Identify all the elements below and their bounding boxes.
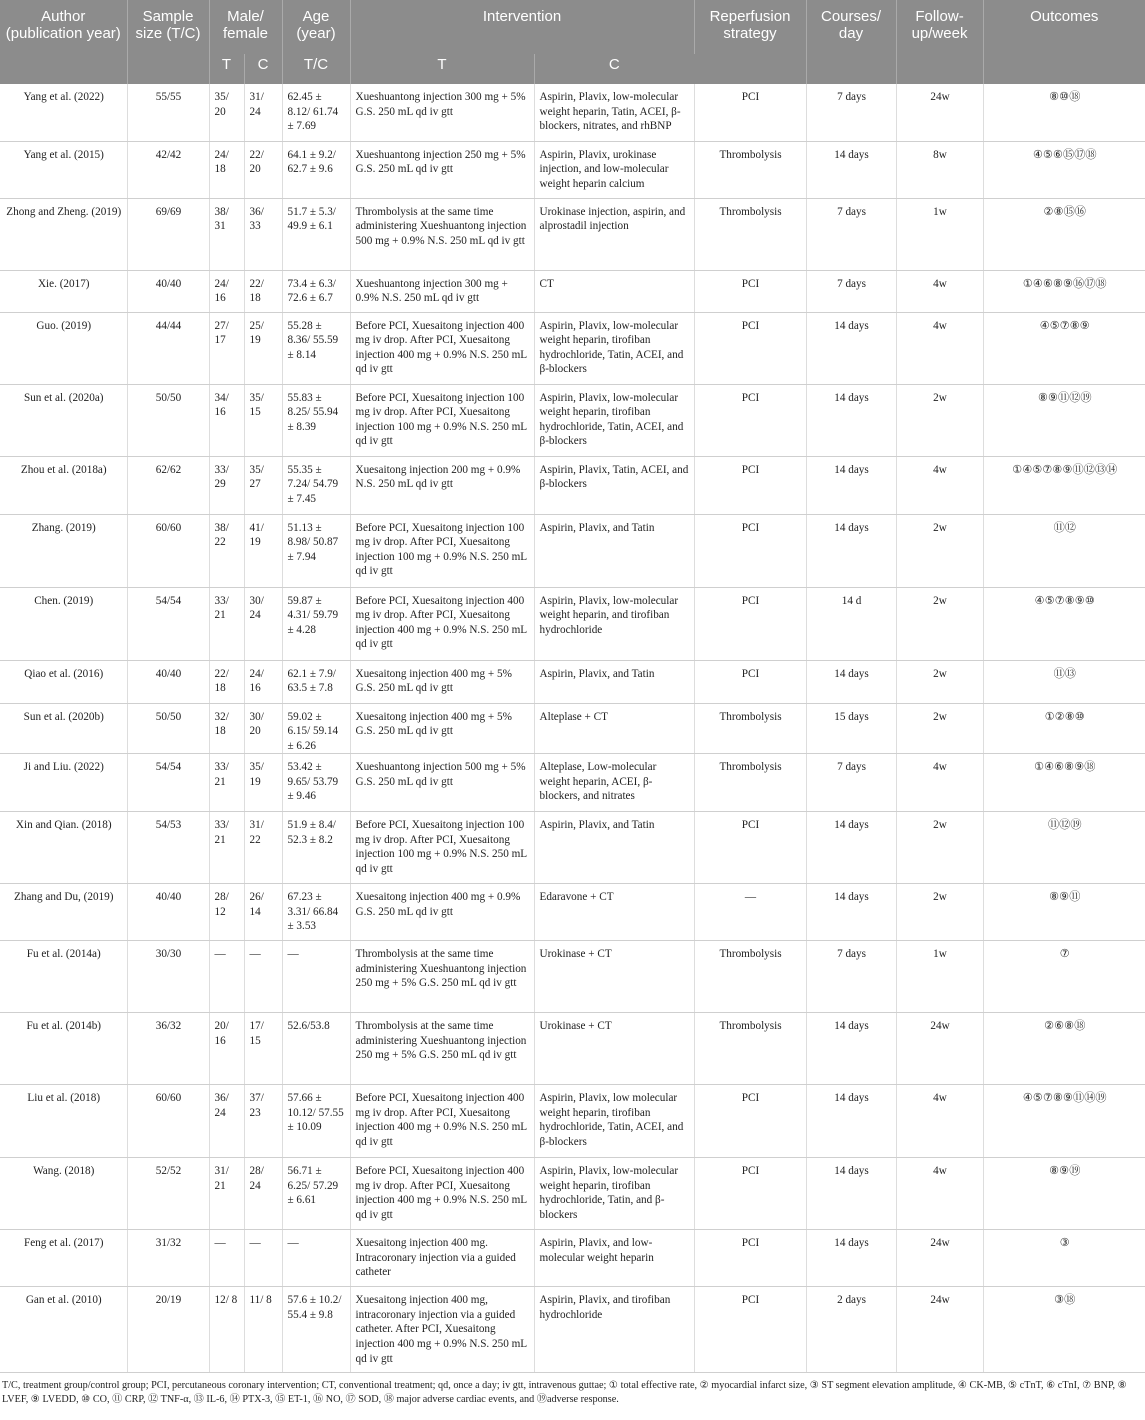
- age-cell: 59.02 ± 6.15/ 59.14 ± 6.26: [282, 703, 350, 754]
- followup-cell: 1w: [896, 941, 983, 1013]
- author-cell: Zhang. (2019): [0, 514, 127, 587]
- intervention-c-cell: Aspirin, Plavix, urokinase injection, and low-molecular weight heparin calcium: [534, 141, 694, 198]
- intervention-c-cell: Edaravone + CT: [534, 884, 694, 941]
- reperfusion-cell: PCI: [694, 456, 806, 514]
- reperfusion-cell: —: [694, 884, 806, 941]
- reperfusion-cell: Thrombolysis: [694, 1013, 806, 1085]
- reperfusion-cell: PCI: [694, 1085, 806, 1158]
- intervention-t-cell: Thrombolysis at the same time administering Xueshuantong injection 500 mg + 0.9% N.S. 250 mL qd iv gtt: [350, 198, 534, 270]
- sample-size-cell: 55/55: [127, 84, 209, 141]
- intervention-c-cell: Urokinase injection, aspirin, and alprostadil injection: [534, 198, 694, 270]
- followup-cell: 1w: [896, 198, 983, 270]
- intervention-c-cell: Urokinase + CT: [534, 1013, 694, 1085]
- age-cell: 52.6/53.8: [282, 1013, 350, 1085]
- followup-cell: 4w: [896, 312, 983, 384]
- male-female-t-cell: 20/ 16: [209, 1013, 244, 1085]
- male-female-c-cell: 30/ 24: [244, 587, 282, 660]
- sample-size-cell: 20/19: [127, 1287, 209, 1373]
- sample-size-cell: 62/62: [127, 456, 209, 514]
- table-row: [0, 514, 1145, 587]
- male-female-t-cell: 35/ 20: [209, 84, 244, 141]
- courses-cell: 14 days: [806, 514, 896, 587]
- table-row: [0, 312, 1145, 384]
- outcomes-cell: ①④⑥⑧⑨⑯⑰⑱: [983, 270, 1145, 312]
- reperfusion-cell: PCI: [694, 514, 806, 587]
- age-cell: 55.28 ± 8.36/ 55.59 ± 8.14: [282, 312, 350, 384]
- outcomes-cell: ③⑱: [983, 1287, 1145, 1373]
- author-cell: Liu et al. (2018): [0, 1085, 127, 1158]
- followup-cell: 24w: [896, 1013, 983, 1085]
- outcomes-cell: ⑪⑫: [983, 514, 1145, 587]
- reperfusion-cell: PCI: [694, 270, 806, 312]
- reperfusion-cell: Thrombolysis: [694, 141, 806, 198]
- table-row: [0, 884, 1145, 941]
- male-female-c-cell: 30/ 20: [244, 703, 282, 754]
- subheader-age-tc: T/C: [282, 54, 350, 84]
- followup-cell: 4w: [896, 270, 983, 312]
- outcomes-cell: ②⑥⑧⑱: [983, 1013, 1145, 1085]
- sample-size-cell: 69/69: [127, 198, 209, 270]
- sample-size-cell: 40/40: [127, 660, 209, 703]
- header-age: Age (year): [282, 0, 350, 54]
- table-footnote: T/C, treatment group/control group; PCI, percutaneous coronary intervention; CT, conventional treatment; qd, once a day; iv gtt, intravenous guttae; ① total effective rate, ② myocardial infarct size, ③ ST segment elevation amplitude, ④ CK-MB, ⑤ cTnT, ⑥ cTnI, ⑦ BNP, ⑧ LVEF, ⑨ LVEDD, ⑩ CO, ⑪ CRP, ⑫ TNF-α, ⑬ IL-6, ⑭ PTX-3, ⑮ ET-1, ⑯ NO, ⑰ SOD, ⑱ major adverse cardiac events, and ⑲adverse response.: [2, 1380, 1127, 1406]
- courses-cell: 14 d: [806, 587, 896, 660]
- intervention-c-cell: Aspirin, Plavix, low-molecular weight heparin, and tirofiban hydrochloride: [534, 587, 694, 660]
- male-female-t-cell: 33/ 29: [209, 456, 244, 514]
- outcomes-cell: ⑦: [983, 941, 1145, 1013]
- courses-cell: 14 days: [806, 312, 896, 384]
- courses-cell: 14 days: [806, 812, 896, 884]
- age-cell: —: [282, 1230, 350, 1287]
- sample-size-cell: 30/30: [127, 941, 209, 1013]
- male-female-t-cell: 32/ 18: [209, 703, 244, 754]
- sample-size-cell: 54/53: [127, 812, 209, 884]
- outcomes-cell: ④⑤⑦⑧⑨⑩: [983, 587, 1145, 660]
- reperfusion-cell: PCI: [694, 384, 806, 456]
- header-sample-size: Sample size (T/C): [127, 0, 209, 84]
- table-row: [0, 456, 1145, 514]
- age-cell: 56.71 ± 6.25/ 57.29 ± 6.61: [282, 1158, 350, 1230]
- sample-size-cell: 60/60: [127, 514, 209, 587]
- courses-cell: 7 days: [806, 84, 896, 141]
- age-cell: 53.42 ± 9.65/ 53.79 ± 9.46: [282, 754, 350, 812]
- courses-cell: 7 days: [806, 198, 896, 270]
- table-row: [0, 703, 1145, 754]
- courses-cell: 7 days: [806, 941, 896, 1013]
- intervention-c-cell: Aspirin, Plavix, low-molecular weight heparin, tirofiban hydrochloride, Tatin, ACEI, and β-blockers: [534, 312, 694, 384]
- reperfusion-cell: PCI: [694, 1230, 806, 1287]
- male-female-c-cell: 36/ 33: [244, 198, 282, 270]
- intervention-c-cell: Aspirin, Plavix, and tirofiban hydrochloride: [534, 1287, 694, 1373]
- male-female-c-cell: 35/ 27: [244, 456, 282, 514]
- intervention-c-cell: Aspirin, Plavix, low-molecular weight heparin, Tatin, ACEI, β-blockers, nitrates, and rhBNP: [534, 84, 694, 141]
- header-reperfusion: Reperfusion strategy: [694, 0, 806, 84]
- age-cell: 51.7 ± 5.3/ 49.9 ± 6.1: [282, 198, 350, 270]
- intervention-c-cell: CT: [534, 270, 694, 312]
- header-followup: Follow-up/week: [896, 0, 983, 84]
- intervention-t-cell: Before PCI, Xuesaitong injection 400 mg iv drop. After PCI, Xuesaitong injection 400 mg + 0.9% N.S. 250 mL qd iv gtt: [350, 587, 534, 660]
- male-female-c-cell: —: [244, 941, 282, 1013]
- sample-size-cell: 40/40: [127, 270, 209, 312]
- author-cell: Zhang and Du, (2019): [0, 884, 127, 941]
- author-cell: Gan et al. (2010): [0, 1287, 127, 1373]
- header-outcomes: Outcomes: [983, 0, 1145, 84]
- outcomes-cell: ⑧⑨⑲: [983, 1158, 1145, 1230]
- reperfusion-cell: Thrombolysis: [694, 703, 806, 754]
- subheader-intervention-c: C: [534, 54, 694, 84]
- intervention-c-cell: Alteplase, Low-molecular weight heparin, ACEI, β-blockers, and nitrates: [534, 754, 694, 812]
- sample-size-cell: 36/32: [127, 1013, 209, 1085]
- outcomes-cell: ⑧⑩⑱: [983, 84, 1145, 141]
- followup-cell: 2w: [896, 812, 983, 884]
- male-female-t-cell: 22/ 18: [209, 660, 244, 703]
- courses-cell: 14 days: [806, 1085, 896, 1158]
- header-author: Author (publication year): [0, 0, 127, 84]
- followup-cell: 2w: [896, 384, 983, 456]
- outcomes-cell: ③: [983, 1230, 1145, 1287]
- table-row: [0, 1013, 1145, 1085]
- courses-cell: 15 days: [806, 703, 896, 754]
- intervention-t-cell: Xueshuantong injection 300 mg + 5% G.S. 250 mL qd iv gtt: [350, 84, 534, 141]
- author-cell: Fu et al. (2014b): [0, 1013, 127, 1085]
- table-row: [0, 270, 1145, 312]
- reperfusion-cell: PCI: [694, 1287, 806, 1373]
- author-cell: Yang et al. (2022): [0, 84, 127, 141]
- table-row: [0, 1158, 1145, 1230]
- author-cell: Chen. (2019): [0, 587, 127, 660]
- author-cell: Feng et al. (2017): [0, 1230, 127, 1287]
- outcomes-cell: ④⑤⑦⑧⑨⑪⑭⑲: [983, 1085, 1145, 1158]
- intervention-t-cell: Xueshuantong injection 250 mg + 5% G.S. 250 mL qd iv gtt: [350, 141, 534, 198]
- outcomes-cell: ⑧⑨⑪⑫⑲: [983, 384, 1145, 456]
- sample-size-cell: 40/40: [127, 884, 209, 941]
- sample-size-cell: 54/54: [127, 587, 209, 660]
- age-cell: 57.6 ± 10.2/ 55.4 ± 9.8: [282, 1287, 350, 1373]
- outcomes-cell: ④⑤⑦⑧⑨: [983, 312, 1145, 384]
- followup-cell: 2w: [896, 660, 983, 703]
- male-female-t-cell: 38/ 31: [209, 198, 244, 270]
- author-cell: Yang et al. (2015): [0, 141, 127, 198]
- author-cell: Zhong and Zheng. (2019): [0, 198, 127, 270]
- male-female-t-cell: 36/ 24: [209, 1085, 244, 1158]
- age-cell: 62.1 ± 7.9/ 63.5 ± 7.8: [282, 660, 350, 703]
- age-cell: 67.23 ± 3.31/ 66.84 ± 3.53: [282, 884, 350, 941]
- intervention-t-cell: Xueshuantong injection 300 mg + 0.9% N.S. 250 mL qd iv gtt: [350, 270, 534, 312]
- intervention-t-cell: Xuesaitong injection 400 mg + 5% G.S. 250 mL qd iv gtt: [350, 660, 534, 703]
- followup-cell: 2w: [896, 514, 983, 587]
- courses-cell: 14 days: [806, 660, 896, 703]
- followup-cell: 4w: [896, 754, 983, 812]
- intervention-t-cell: Before PCI, Xuesaitong injection 100 mg iv drop. After PCI, Xuesaitong injection 100 mg + 0.9% N.S. 250 mL qd iv gtt: [350, 384, 534, 456]
- courses-cell: 14 days: [806, 884, 896, 941]
- intervention-t-cell: Before PCI, Xuesaitong injection 100 mg iv drop. After PCI, Xuesaitong injection 100 mg + 0.9% N.S. 250 mL qd iv gtt: [350, 812, 534, 884]
- age-cell: 64.1 ± 9.2/ 62.7 ± 9.6: [282, 141, 350, 198]
- author-cell: Xin and Qian. (2018): [0, 812, 127, 884]
- intervention-c-cell: Aspirin, Plavix, and low-molecular weight heparin: [534, 1230, 694, 1287]
- sample-size-cell: 50/50: [127, 703, 209, 754]
- intervention-c-cell: Alteplase + CT: [534, 703, 694, 754]
- outcomes-cell: ⑪⑬: [983, 660, 1145, 703]
- age-cell: 73.4 ± 6.3/ 72.6 ± 6.7: [282, 270, 350, 312]
- followup-cell: 24w: [896, 84, 983, 141]
- male-female-c-cell: 11/ 8: [244, 1287, 282, 1373]
- intervention-t-cell: Xueshuantong injection 500 mg + 5% G.S. 250 mL qd iv gtt: [350, 754, 534, 812]
- sample-size-cell: 31/32: [127, 1230, 209, 1287]
- table-row: [0, 660, 1145, 703]
- male-female-t-cell: 28/ 12: [209, 884, 244, 941]
- male-female-c-cell: 35/ 19: [244, 754, 282, 812]
- intervention-c-cell: Aspirin, Plavix, low molecular weight heparin, tirofiban hydrochloride, Tatin, ACEI, and β-blockers: [534, 1085, 694, 1158]
- table-row: [0, 587, 1145, 660]
- sample-size-cell: 52/52: [127, 1158, 209, 1230]
- courses-cell: 14 days: [806, 1230, 896, 1287]
- reperfusion-cell: PCI: [694, 1158, 806, 1230]
- outcomes-cell: ①②⑧⑩: [983, 703, 1145, 754]
- intervention-t-cell: Xuesaitong injection 400 mg + 0.9% G.S. 250 mL qd iv gtt: [350, 884, 534, 941]
- author-cell: Sun et al. (2020b): [0, 703, 127, 754]
- subheader-male-c: C: [244, 54, 282, 84]
- intervention-c-cell: Aspirin, Plavix, and Tatin: [534, 514, 694, 587]
- male-female-t-cell: 24/ 16: [209, 270, 244, 312]
- sample-size-cell: 50/50: [127, 384, 209, 456]
- male-female-c-cell: 31/ 22: [244, 812, 282, 884]
- male-female-c-cell: 31/ 24: [244, 84, 282, 141]
- table-row: [0, 141, 1145, 198]
- sample-size-cell: 54/54: [127, 754, 209, 812]
- followup-cell: 2w: [896, 587, 983, 660]
- followup-cell: 4w: [896, 1085, 983, 1158]
- reperfusion-cell: PCI: [694, 660, 806, 703]
- male-female-c-cell: 25/ 19: [244, 312, 282, 384]
- age-cell: 62.45 ± 8.12/ 61.74 ± 7.69: [282, 84, 350, 141]
- table-row: [0, 1287, 1145, 1373]
- male-female-t-cell: 24/ 18: [209, 141, 244, 198]
- author-cell: Wang. (2018): [0, 1158, 127, 1230]
- reperfusion-cell: Thrombolysis: [694, 754, 806, 812]
- courses-cell: 2 days: [806, 1287, 896, 1373]
- reperfusion-cell: PCI: [694, 84, 806, 141]
- age-cell: 51.9 ± 8.4/ 52.3 ± 8.2: [282, 812, 350, 884]
- intervention-c-cell: Aspirin, Plavix, low-molecular weight heparin, tirofiban hydrochloride, Tatin, and β-blockers: [534, 1158, 694, 1230]
- male-female-c-cell: 41/ 19: [244, 514, 282, 587]
- male-female-t-cell: 12/ 8: [209, 1287, 244, 1373]
- sample-size-cell: 42/42: [127, 141, 209, 198]
- author-cell: Xie. (2017): [0, 270, 127, 312]
- male-female-c-cell: 26/ 14: [244, 884, 282, 941]
- reperfusion-cell: PCI: [694, 312, 806, 384]
- author-cell: Guo. (2019): [0, 312, 127, 384]
- male-female-t-cell: 31/ 21: [209, 1158, 244, 1230]
- table-row: [0, 1230, 1145, 1287]
- reperfusion-cell: PCI: [694, 587, 806, 660]
- male-female-t-cell: 33/ 21: [209, 754, 244, 812]
- courses-cell: 7 days: [806, 270, 896, 312]
- age-cell: 55.35 ± 7.24/ 54.79 ± 7.45: [282, 456, 350, 514]
- followup-cell: 8w: [896, 141, 983, 198]
- table-body: [0, 84, 1145, 1373]
- intervention-t-cell: Before PCI, Xuesaitong injection 400 mg iv drop. After PCI, Xuesaitong injection 400 mg + 0.9% N.S. 250 mL qd iv gtt: [350, 1158, 534, 1230]
- intervention-t-cell: Before PCI, Xuesaitong injection 100 mg iv drop. After PCI, Xuesaitong injection 100 mg + 0.9% N.S. 250 mL qd iv gtt: [350, 514, 534, 587]
- intervention-c-cell: Aspirin, Plavix, Tatin, ACEI, and β-blockers: [534, 456, 694, 514]
- followup-cell: 4w: [896, 456, 983, 514]
- intervention-c-cell: Aspirin, Plavix, low-molecular weight heparin, tirofiban hydrochloride, Tatin, ACEI, and β-blockers: [534, 384, 694, 456]
- age-cell: 59.87 ± 4.31/ 59.79 ± 4.28: [282, 587, 350, 660]
- sample-size-cell: 44/44: [127, 312, 209, 384]
- table-row: [0, 812, 1145, 884]
- courses-cell: 14 days: [806, 141, 896, 198]
- intervention-c-cell: Aspirin, Plavix, and Tatin: [534, 812, 694, 884]
- subheader-male-t: T: [209, 54, 244, 84]
- courses-cell: 14 days: [806, 384, 896, 456]
- followup-cell: 24w: [896, 1287, 983, 1373]
- followup-cell: 2w: [896, 703, 983, 754]
- table-row: [0, 941, 1145, 1013]
- sample-size-cell: 60/60: [127, 1085, 209, 1158]
- intervention-t-cell: Before PCI, Xuesaitong injection 400 mg iv drop. After PCI, Xuesaitong injection 400 mg + 0.9% N.S. 250 mL qd iv gtt: [350, 1085, 534, 1158]
- age-cell: —: [282, 941, 350, 1013]
- male-female-t-cell: 34/ 16: [209, 384, 244, 456]
- outcomes-cell: ⑪⑫⑲: [983, 812, 1145, 884]
- intervention-t-cell: Thrombolysis at the same time administering Xueshuantong injection 250 mg + 5% G.S. 250 mL qd iv gtt: [350, 941, 534, 1013]
- table-row: [0, 384, 1145, 456]
- male-female-t-cell: 27/ 17: [209, 312, 244, 384]
- outcomes-cell: ①④⑥⑧⑨⑱: [983, 754, 1145, 812]
- courses-cell: 14 days: [806, 456, 896, 514]
- intervention-c-cell: Aspirin, Plavix, and Tatin: [534, 660, 694, 703]
- outcomes-cell: ⑧⑨⑪: [983, 884, 1145, 941]
- author-cell: Zhou et al. (2018a): [0, 456, 127, 514]
- outcomes-cell: ②⑧⑮⑯: [983, 198, 1145, 270]
- table-row: [0, 84, 1145, 141]
- male-female-c-cell: —: [244, 1230, 282, 1287]
- male-female-t-cell: 33/ 21: [209, 587, 244, 660]
- outcomes-cell: ①④⑤⑦⑧⑨⑪⑫⑬⑭: [983, 456, 1145, 514]
- intervention-t-cell: Before PCI, Xuesaitong injection 400 mg iv drop. After PCI, Xuesaitong injection 400 mg + 0.9% N.S. 250 mL qd iv gtt: [350, 312, 534, 384]
- courses-cell: 14 days: [806, 1158, 896, 1230]
- reperfusion-cell: Thrombolysis: [694, 941, 806, 1013]
- subheader-intervention-t: T: [350, 54, 534, 84]
- male-female-c-cell: 37/ 23: [244, 1085, 282, 1158]
- followup-cell: 24w: [896, 1230, 983, 1287]
- male-female-c-cell: 17/ 15: [244, 1013, 282, 1085]
- courses-cell: 14 days: [806, 1013, 896, 1085]
- author-cell: Ji and Liu. (2022): [0, 754, 127, 812]
- male-female-t-cell: 38/ 22: [209, 514, 244, 587]
- male-female-c-cell: 28/ 24: [244, 1158, 282, 1230]
- intervention-t-cell: Xuesaitong injection 400 mg + 5% G.S. 250 mL qd iv gtt: [350, 703, 534, 754]
- followup-cell: 2w: [896, 884, 983, 941]
- header-courses: Courses/ day: [806, 0, 896, 84]
- outcomes-cell: ④⑤⑥⑮⑰⑱: [983, 141, 1145, 198]
- male-female-c-cell: 22/ 18: [244, 270, 282, 312]
- courses-cell: 7 days: [806, 754, 896, 812]
- male-female-c-cell: 24/ 16: [244, 660, 282, 703]
- age-cell: 51.13 ± 8.98/ 50.87 ± 7.94: [282, 514, 350, 587]
- male-female-t-cell: 33/ 21: [209, 812, 244, 884]
- intervention-t-cell: Xuesaitong injection 200 mg + 0.9% N.S. 250 mL qd iv gtt: [350, 456, 534, 514]
- table-row: [0, 1085, 1145, 1158]
- table-row: [0, 754, 1145, 812]
- intervention-t-cell: Xuesaitong injection 400 mg, intracoronary injection via a guided catheter. After PCI, Xuesaitong injection 400 mg + 0.9% N.S. 250 mL qd iv gtt: [350, 1287, 534, 1373]
- male-female-t-cell: —: [209, 941, 244, 1013]
- reperfusion-cell: PCI: [694, 812, 806, 884]
- reperfusion-cell: Thrombolysis: [694, 198, 806, 270]
- intervention-t-cell: Thrombolysis at the same time administering Xueshuantong injection 250 mg + 5% G.S. 250 mL qd iv gtt: [350, 1013, 534, 1085]
- header-intervention: Intervention: [350, 0, 694, 54]
- age-cell: 55.83 ± 8.25/ 55.94 ± 8.39: [282, 384, 350, 456]
- table-row: [0, 198, 1145, 270]
- male-female-c-cell: 35/ 15: [244, 384, 282, 456]
- intervention-t-cell: Xuesaitong injection 400 mg. Intracoronary injection via a guided catheter: [350, 1230, 534, 1287]
- header-male-female: Male/ female: [209, 0, 282, 54]
- author-cell: Fu et al. (2014a): [0, 941, 127, 1013]
- author-cell: Qiao et al. (2016): [0, 660, 127, 703]
- male-female-t-cell: —: [209, 1230, 244, 1287]
- age-cell: 57.66 ± 10.12/ 57.55 ± 10.09: [282, 1085, 350, 1158]
- followup-cell: 4w: [896, 1158, 983, 1230]
- intervention-c-cell: Urokinase + CT: [534, 941, 694, 1013]
- male-female-c-cell: 22/ 20: [244, 141, 282, 198]
- author-cell: Sun et al. (2020a): [0, 384, 127, 456]
